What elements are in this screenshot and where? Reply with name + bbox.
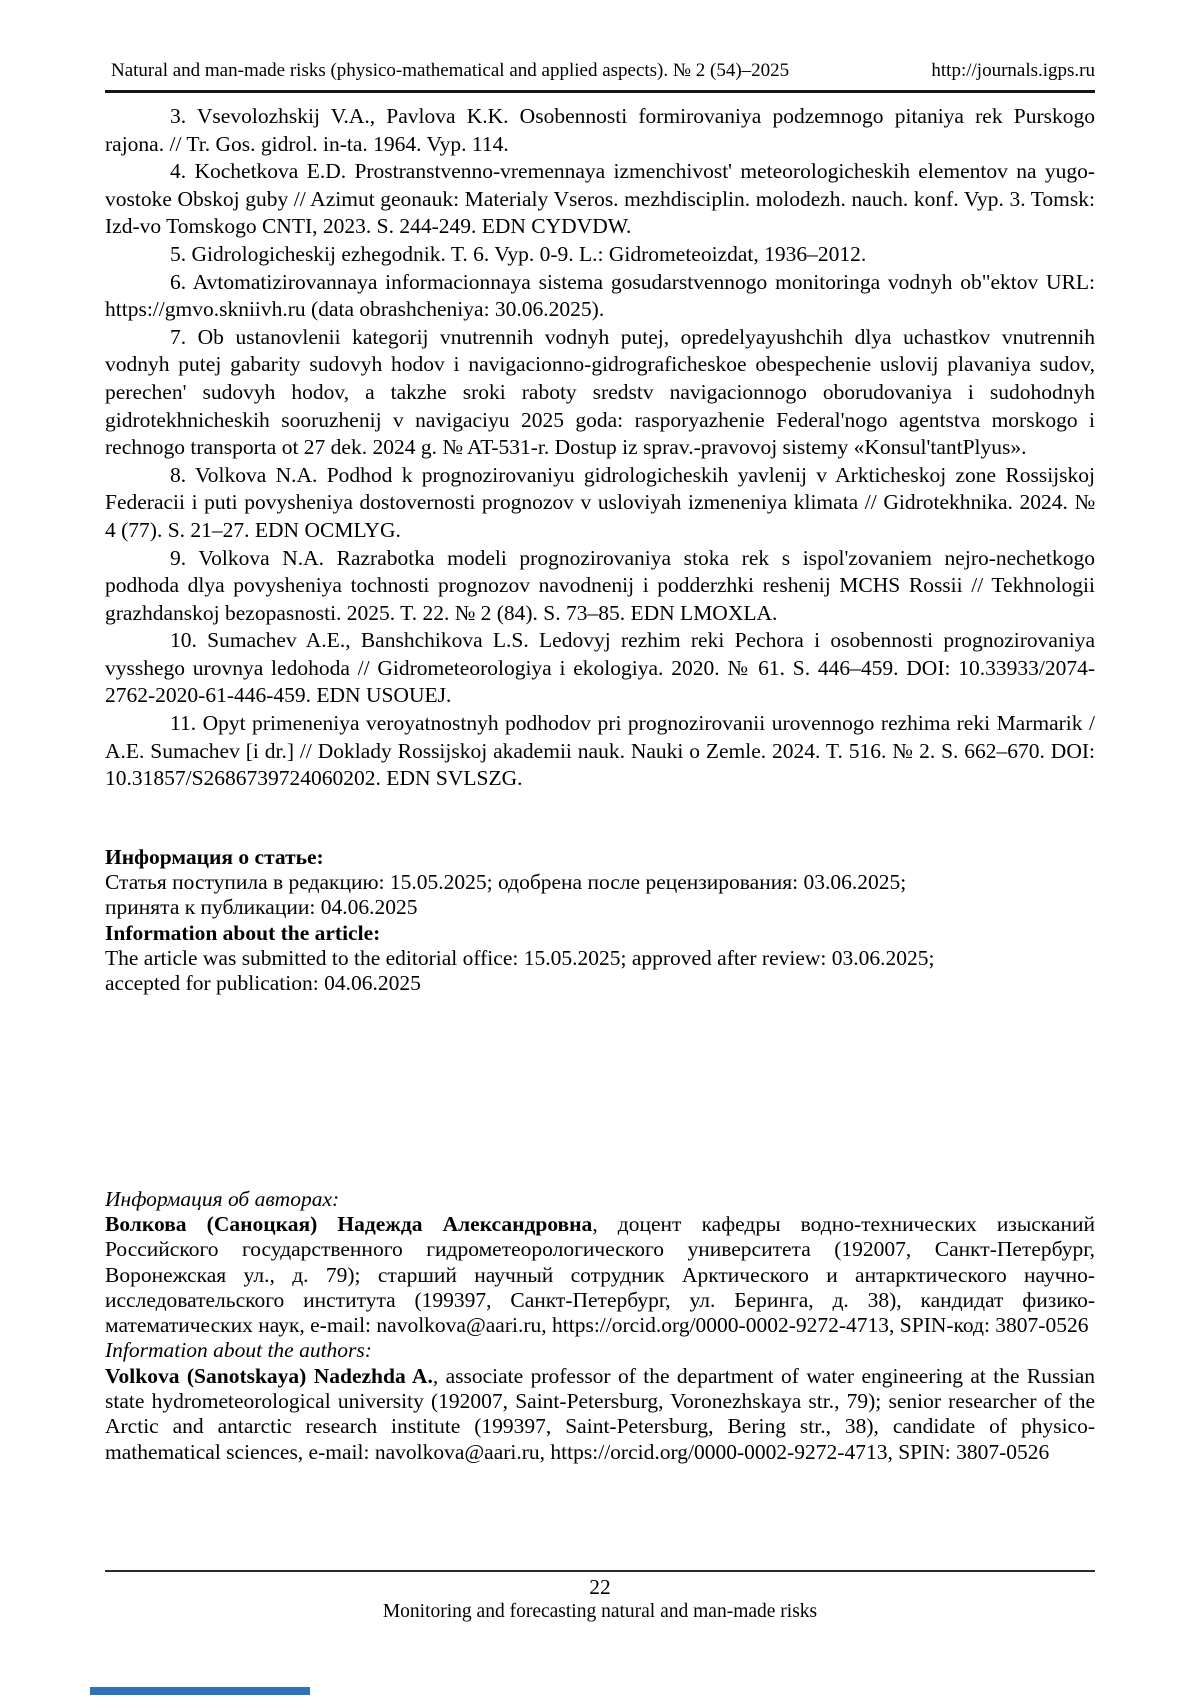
article-info-heading-en: Information about the article:	[105, 920, 381, 945]
footer-journal-name: Monitoring and forecasting natural and man-made risks	[382, 1601, 818, 1622]
reference-item: 4. Kochetkova E.D. Prostranstvenno-vremennaya izmenchivost' meteorologicheskih elementov na yugo-vostoke Obskoj guby // Azimut geonauk: Materialy Vseros. mezhdisciplin. molodezh. nauch. konf. Vyp. 3. Tomsk: Izd-vo Tomskogo CNTI, 2023. S. 244-249. EDN CYDVDW.	[105, 159, 1095, 239]
author-details-ru: , доцент кафедры водно-технических изысканий Российского государственного гидрометеорологического университета (192007, Санкт-Петербург, Воронежская ул., д. 79); старший научный сотрудник Арктического и антарктического научно-исследовательского института (199397, Санкт-Петербург, ул. Беринга, д. 38), кандидат физико-математических наук, e-mail: navolkova@aari.ru, https://orcid.org/0000-0002-9272-4713, SPIN-код: 3807-0526	[105, 1211, 1095, 1338]
bottom-accent-bar	[90, 1687, 310, 1695]
author-name-ru: Волкова (Саноцкая) Надежда Александровна	[105, 1211, 593, 1236]
page-footer	[105, 1570, 1095, 1624]
reference-item: 9. Volkova N.A. Razrabotka modeli prognozirovaniya stoka rek s ispol'zovaniem nejro-nechetkogo podhoda dlya povysheniya tochnosti prognozov navodnenij i podderzhki reshenij MCHS Rossii // Tekhnologii grazhdanskoj bezopasnosti. 2025. T. 22. № 2 (84). S. 73–85. EDN LMOXLA.	[105, 545, 1095, 625]
page-header	[105, 0, 1095, 82]
article-info-en-line1: The article was submitted to the editorial office: 15.05.2025; approved after review: 03.06.2025;	[105, 946, 935, 971]
reference-item: 6. Avtomatizirovannaya informacionnaya sistema gosudarstvennogo monitoringa vodnyh ob"ektov URL: https://gmvo.skniivh.ru (data obrashcheniya: 30.06.2025).	[105, 269, 1095, 322]
reference-item: 7. Ob ustanovlenii kategorij vnutrennih vodnyh putej, opredelyayushchih dlya uchastkov vnutrennih vodnyh putej gabarity sudovyh hodov i navigacionno-gidrograficheskoe obespechenie uslovij plavaniya sudov, perechen' sudovyh hodov, a takzhe sroki raboty sredstv navigacionnogo oborudovaniya i sudohodnyh gidrotekhnicheskih sooruzhenij v navigaciyu 2025 goda: rasporyazhenie Federal'nogo agentstva morskogo i rechnogo transporta ot 27 dek. 2024 g. № AT-531-r. Dostup iz sprav.-pravovoj sistemy «Konsul'tantPlyus».	[105, 324, 1095, 460]
reference-item: 5. Gidrologicheskij ezhegodnik. T. 6. Vyp. 0-9. L.: Gidrometeoizdat, 1936–2012.	[170, 241, 867, 266]
author-name-en: Volkova (Sanotskaya) Nadezhda A.	[105, 1363, 433, 1388]
article-info-ru-line1: Статья поступила в редакцию: 15.05.2025; одобрена после рецензирования: 03.06.2025;	[105, 870, 907, 895]
article-info-ru-line2: принята к публикации: 04.06.2025	[105, 895, 418, 920]
references-list	[105, 103, 1095, 793]
footer-rule	[105, 1570, 1095, 1572]
authors-info-heading-ru: Информация об авторах:	[105, 1186, 340, 1211]
author-bio-en	[105, 1364, 1095, 1465]
reference-item: 10. Sumachev A.E., Banshchikova L.S. Ledovyj rezhim reki Pechora i osobennosti prognozirovaniya vysshego urovnya ledohoda // Gidrometeorologiya i ekologiya. 2020. № 61. S. 446–459. DOI: 10.33933/2074-2762-2020-61-446-459. EDN USOUEJ.	[105, 628, 1095, 708]
reference-item: 8. Volkova N.A. Podhod k prognozirovaniyu gidrologicheskih yavlenij v Arkticheskoj zone Rossijskoj Federacii i puti povysheniya dostovernosti prognozov v usloviyah izmeneniya klimata // Gidrotekhnika. 2024. № 4 (77). S. 21–27. EDN OCMLYG.	[105, 462, 1095, 542]
article-info-en-line2: accepted for publication: 04.06.2025	[105, 971, 421, 996]
reference-item: 11. Opyt primeneniya veroyatnostnyh podhodov pri prognozirovanii urovennogo rezhima reki Marmarik / A.E. Sumachev [i dr.] // Doklady Rossijskoj akademii nauk. Nauki o Zemle. 2024. T. 516. № 2. S. 662–670. DOI: 10.31857/S2686739724060202. EDN SVLSZG.	[105, 711, 1095, 791]
article-info-heading-ru: Информация о статье:	[105, 844, 324, 869]
reference-item: 3. Vsevolozhskij V.A., Pavlova K.K. Osobennosti formirovaniya podzemnogo pitaniya rek Purskogo rajona. // Tr. Gos. gidrol. in-ta. 1964. Vyp. 114.	[105, 104, 1095, 156]
author-details-en: , associate professor of the department of water engineering at the Russian state hydrometeorological university (192007, Saint-Petersburg, Voronezhskaya str., 79); senior researcher of the Arctic and antarctic research institute (199397, Saint-Petersburg, Bering str., 38), candidate of physico-mathematical sciences, e-mail: navolkova@aari.ru, https://orcid.org/0000-0002-9272-4713, SPIN: 3807-0526	[105, 1363, 1095, 1464]
article-info-section	[105, 845, 1095, 997]
document-page	[105, 0, 1095, 1465]
author-bio-ru	[105, 1212, 1095, 1338]
running-title: Natural and man-made risks (physico-mathematical and applied aspects). № 2 (54)–2025	[111, 60, 790, 81]
header-rule	[105, 90, 1095, 93]
authors-info-section	[105, 1187, 1095, 1465]
authors-info-heading-en: Information about the authors:	[105, 1338, 372, 1363]
page-number: 22	[589, 1575, 611, 1599]
journal-url-link[interactable]: http://journals.igps.ru	[931, 60, 1095, 81]
